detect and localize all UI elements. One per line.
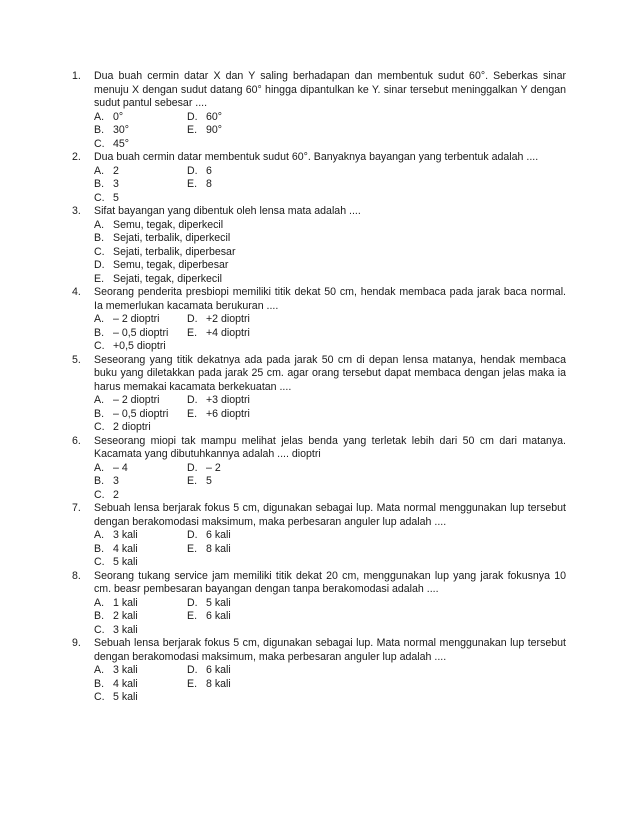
answer-option — [94, 394, 187, 408]
option-letter: D. — [187, 664, 198, 676]
option-text: 1 kali — [113, 596, 138, 609]
answer-option — [187, 313, 566, 327]
option-letter: E. — [187, 542, 198, 555]
option-text: – 0,5 dioptri — [113, 407, 169, 420]
question-number: 9. — [72, 637, 81, 649]
option-letter: C. — [94, 691, 105, 703]
answer-option — [187, 394, 566, 408]
option-letter: C. — [94, 245, 105, 258]
option-letter: C. — [94, 488, 105, 501]
option-text: 90° — [206, 124, 223, 136]
answer-option — [94, 327, 187, 341]
answer-option — [94, 597, 187, 611]
option-text: 8 — [206, 178, 212, 190]
option-text: 6 kali — [206, 529, 231, 541]
option-text: 3 — [113, 475, 119, 487]
answer-option — [94, 340, 187, 354]
question-number: 6. — [72, 434, 81, 447]
answer-option — [94, 111, 187, 125]
answer-option — [187, 610, 566, 624]
answer-option — [94, 475, 187, 489]
option-text: Sejati, tegak, diperkecil — [113, 272, 222, 285]
option-letter: A. — [94, 313, 105, 325]
option-letter: C. — [94, 556, 105, 568]
option-text: 2 — [113, 164, 119, 177]
answer-option — [187, 462, 566, 476]
option-text: 2 kali — [113, 610, 138, 622]
question-item — [72, 354, 566, 435]
answer-option — [94, 165, 187, 179]
question-number: 5. — [72, 353, 81, 366]
option-letter: B. — [94, 232, 105, 244]
option-text: Semu, tegak, diperbesar — [113, 259, 229, 271]
question-number: 7. — [72, 502, 81, 514]
option-text: 5 kali — [113, 556, 138, 568]
question-text: Sebuah lensa berjarak fokus 5 cm, digunakan sebagai lup. Mata normal menggunakan lup tersebut dengan berakomodasi maksimum, maka perbesaran anguler lup adalah .... — [94, 502, 566, 528]
question-number: 2. — [72, 151, 81, 163]
question-item — [72, 286, 566, 354]
option-text: – 4 — [113, 461, 128, 474]
option-letter: D. — [187, 313, 198, 325]
question-number: 1. — [72, 70, 81, 82]
question-text: Sebuah lensa berjarak fokus 5 cm, digunakan sebagai lup. Mata normal menggunakan lup tersebut dengan berakomodasi maksimum, maka perbesaran anguler lup adalah .... — [94, 637, 566, 663]
option-letter: B. — [94, 124, 105, 136]
option-text: 5 — [113, 191, 119, 204]
answer-option — [94, 246, 566, 260]
option-text: – 2 — [206, 461, 221, 474]
option-letter: D. — [187, 164, 198, 177]
option-text: – 2 dioptri — [113, 313, 160, 325]
answer-options — [94, 394, 566, 435]
option-text: 2 dioptri — [113, 421, 151, 433]
option-letter: A. — [94, 596, 105, 609]
answer-option — [94, 691, 187, 705]
answer-option — [187, 475, 566, 489]
option-letter: D. — [187, 394, 198, 406]
answer-option — [94, 313, 187, 327]
answer-option — [94, 664, 187, 678]
option-text: 60° — [206, 110, 223, 123]
option-letter: E. — [94, 272, 105, 285]
answer-option — [187, 178, 566, 192]
option-letter: A. — [94, 218, 105, 231]
option-letter: C. — [94, 340, 105, 352]
option-letter: C. — [94, 623, 105, 636]
option-letter: D. — [187, 596, 198, 609]
answer-option — [94, 678, 187, 692]
question-item — [72, 205, 566, 286]
option-text: +4 dioptri — [206, 326, 250, 339]
question-item — [72, 151, 566, 205]
option-letter: E. — [187, 475, 198, 487]
option-letter: E. — [187, 124, 198, 136]
option-text: +6 dioptri — [206, 407, 250, 420]
question-text: Seseorang yang titik dekatnya ada pada jarak 50 cm di depan lensa matanya, hendak membaca buku yang diletakkan pada jarak 25 cm. agar orang tersebut dapat membaca dengan jelas maka ia harus memakai kacamata berkekuatan .... — [94, 353, 566, 393]
option-text: 0° — [113, 110, 124, 123]
option-text: 6 kali — [206, 610, 231, 622]
question-number: 8. — [72, 569, 81, 582]
option-text: 6 — [206, 164, 212, 177]
option-text: +2 dioptri — [206, 313, 250, 325]
answer-option — [187, 678, 566, 692]
option-letter: B. — [94, 407, 105, 420]
option-text: 3 kali — [113, 623, 138, 636]
option-letter: A. — [94, 529, 105, 541]
option-text: 5 — [206, 475, 212, 487]
answer-option — [94, 219, 566, 233]
option-text: 2 — [113, 488, 119, 501]
option-text: 8 kali — [206, 677, 231, 690]
option-letter: D. — [187, 529, 198, 541]
answer-option — [187, 597, 566, 611]
answer-options — [94, 111, 566, 152]
answer-option — [94, 489, 187, 503]
question-text: Dua buah cermin datar membentuk sudut 60°. Banyaknya bayangan yang terbentuk adalah .... — [94, 151, 539, 163]
question-item — [72, 637, 566, 705]
option-text: 30° — [113, 124, 130, 136]
answer-option — [187, 543, 566, 557]
answer-options — [94, 165, 566, 206]
answer-option — [94, 543, 187, 557]
answer-options — [94, 529, 566, 570]
option-letter: A. — [94, 164, 105, 177]
option-letter: D. — [94, 259, 105, 271]
question-item — [72, 502, 566, 570]
option-text: 45° — [113, 137, 130, 150]
question-item — [72, 435, 566, 503]
option-letter: B. — [94, 475, 105, 487]
option-letter: C. — [94, 191, 105, 204]
question-item — [72, 570, 566, 638]
question-text: Seseorang miopi tak mampu melihat jelas benda yang terletak lebih dari 50 cm dari matanya. Kacamata yang dibutuhkannya adalah .... dioptri — [94, 434, 566, 460]
option-letter: E. — [187, 407, 198, 420]
answer-option — [187, 124, 566, 138]
answer-option — [94, 124, 187, 138]
answer-option — [94, 178, 187, 192]
answer-option — [94, 610, 187, 624]
option-letter: D. — [187, 110, 198, 123]
answer-option — [187, 664, 566, 678]
option-text: 8 kali — [206, 542, 231, 555]
option-letter: B. — [94, 326, 105, 339]
answer-options — [94, 664, 566, 705]
answer-option — [187, 165, 566, 179]
answer-option — [94, 273, 566, 287]
question-number: 4. — [72, 286, 81, 298]
option-letter: E. — [187, 178, 198, 190]
option-text: – 2 dioptri — [113, 394, 160, 406]
option-letter: B. — [94, 542, 105, 555]
option-letter: E. — [187, 326, 198, 339]
question-text: Sifat bayangan yang dibentuk oleh lensa mata adalah .... — [94, 205, 361, 217]
option-text: +0,5 dioptri — [113, 340, 166, 352]
question-text: Seorang tukang service jam memiliki titik dekat 20 cm, menggunakan lup yang jarak fokusnya 10 cm. beasr pembesaran bayangan dengan tanpa berakomodasi adalah .... — [94, 569, 566, 595]
answer-option — [187, 529, 566, 543]
option-letter: C. — [94, 137, 105, 150]
option-text: 5 kali — [206, 596, 231, 609]
answer-option — [94, 408, 187, 422]
option-letter: A. — [94, 110, 105, 123]
answer-option — [187, 408, 566, 422]
option-letter: D. — [187, 461, 198, 474]
option-letter: B. — [94, 610, 105, 622]
answer-option — [94, 462, 187, 476]
option-text: 4 kali — [113, 677, 138, 690]
option-text: 3 kali — [113, 664, 138, 676]
option-letter: A. — [94, 664, 105, 676]
answer-options — [94, 219, 566, 287]
option-letter: B. — [94, 677, 105, 690]
question-text: Seorang penderita presbiopi memiliki titik dekat 50 cm, hendak membaca pada jarak baca normal. Ia memerlukan kacamata berukuran .... — [94, 286, 566, 312]
answer-option — [94, 138, 187, 152]
answer-option — [94, 624, 187, 638]
option-text: 3 — [113, 178, 119, 190]
answer-option — [94, 556, 187, 570]
option-letter: C. — [94, 421, 105, 433]
question-text: Dua buah cermin datar X dan Y saling berhadapan dan membentuk sudut 60°. Seberkas sinar menuju X dengan sudut datang 60° hingga dipantulkan ke Y. sinar tersebut meninggalkan Y dengan sudut pantul sebesar .... — [94, 70, 566, 109]
question-list — [72, 70, 566, 705]
option-text: +3 dioptri — [206, 394, 250, 406]
answer-option — [94, 259, 566, 273]
option-text: 6 kali — [206, 664, 231, 676]
option-text: 3 kali — [113, 529, 138, 541]
option-text: Sejati, terbalik, diperkecil — [113, 232, 231, 244]
option-letter: E. — [187, 610, 198, 622]
answer-option — [94, 232, 566, 246]
answer-options — [94, 462, 566, 503]
option-text: 5 kali — [113, 691, 138, 703]
answer-option — [94, 529, 187, 543]
option-letter: A. — [94, 394, 105, 406]
answer-option — [187, 111, 566, 125]
question-number: 3. — [72, 205, 81, 217]
answer-option — [94, 192, 187, 206]
option-letter: A. — [94, 461, 105, 474]
option-text: Sejati, terbalik, diperbesar — [113, 245, 236, 258]
option-letter: E. — [187, 677, 198, 690]
answer-options — [94, 597, 566, 638]
question-item — [72, 70, 566, 151]
answer-option — [187, 327, 566, 341]
option-text: Semu, tegak, diperkecil — [113, 218, 224, 231]
option-letter: B. — [94, 178, 105, 190]
answer-option — [94, 421, 187, 435]
option-text: 4 kali — [113, 542, 138, 555]
answer-options — [94, 313, 566, 354]
option-text: – 0,5 dioptri — [113, 326, 169, 339]
